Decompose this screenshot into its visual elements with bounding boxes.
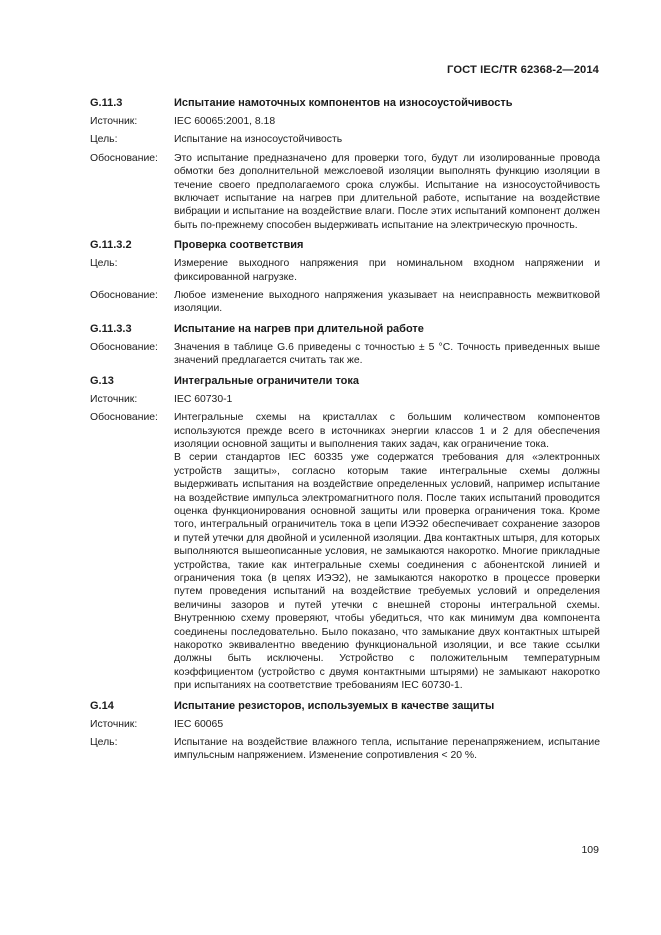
page-header-standard: ГОСТ IEC/TR 62368-2—2014 (447, 64, 599, 76)
field-value (174, 393, 600, 406)
paragraph: Измерение выходного напряжения при номинальном входном напряжении и фиксированной нагрузке. (174, 258, 600, 283)
paragraph: Это испытание предназначено для проверки того, будут ли изолированные провода обмотки без дополнительной межслоевой изоляции выполнять функцию изоляции в течение своего предполагаемого срока службы. Испытание на износоустойчивость включает испытание на нагрев при длительной работе, испытание на воздействие вибрации и испытание на воздействие влаги. После этих испытаний компонент должен быть по-прежнему способен выдерживать испытание на электрическую прочность. (174, 152, 600, 231)
document-body (90, 96, 600, 769)
section-number: G.11.3.3 (90, 322, 132, 335)
field-value (174, 341, 600, 368)
field-label: Цель: (90, 737, 118, 749)
field-label: Обоснование: (90, 152, 158, 164)
section-number: G.11.3 (90, 97, 123, 109)
field-value (174, 718, 600, 731)
section-heading (90, 96, 600, 110)
field-label: Цель: (90, 134, 118, 146)
field-label: Источник: (90, 393, 138, 405)
field-label: Источник: (90, 718, 138, 730)
section-heading (90, 238, 600, 252)
paragraph: Значения в таблице G.6 приведены с точностью ± 5 °С. Точность приведенных выше значений предлагается считать так же. (174, 341, 600, 367)
field-value (174, 411, 600, 693)
field-row (90, 133, 600, 146)
field-value (174, 115, 600, 128)
field-label: Цель: (90, 258, 118, 270)
paragraph: IEC 60065 (174, 718, 224, 730)
section-title: Испытание намоточных компонентов на износоустойчивость (174, 97, 513, 109)
field-label: Обоснование: (90, 341, 158, 353)
paragraph: Любое изменение выходного напряжения указывает на неисправность межвитковой изоляции. (174, 290, 600, 315)
section-heading (90, 699, 600, 713)
field-value (174, 133, 600, 146)
section-g-13 (90, 374, 600, 693)
field-row (90, 718, 600, 731)
section-g-11-3-2 (90, 238, 600, 316)
field-row (90, 411, 600, 693)
field-row (90, 257, 600, 284)
paragraph: IEC 60730-1 (174, 393, 233, 405)
page-number: 109 (581, 844, 599, 856)
field-value (174, 152, 600, 232)
section-title: Испытание резисторов, используемых в качестве защиты (174, 699, 495, 712)
field-value (174, 289, 600, 316)
section-number: G.11.3.2 (90, 239, 132, 252)
paragraph: Интегральные схемы на кристаллах с большим количеством компонентов используются прежде всего в источниках энергии классов 1 и 2 для обеспечения изоляции основной защиты и выполнения таких задач, как ограничение тока. (174, 412, 600, 450)
field-label: Источник: (90, 116, 138, 127)
field-row (90, 152, 600, 232)
section-number: G.14 (90, 699, 114, 712)
field-label: Обоснование: (90, 412, 158, 424)
paragraph: Испытание на износоустойчивость (174, 134, 343, 146)
field-row (90, 393, 600, 406)
section-title: Испытание на нагрев при длительной работе (174, 322, 424, 335)
field-row (90, 341, 600, 368)
field-value (174, 736, 600, 763)
field-row (90, 115, 600, 128)
section-heading (90, 322, 600, 336)
section-g-11-3 (90, 96, 600, 232)
paragraph: Испытание на воздействие влажного тепла, испытание перенапряжением, испытание импульсным напряжением. Изменение сопротивления < 20 %. (174, 737, 600, 762)
field-row (90, 736, 600, 763)
section-heading (90, 374, 600, 388)
field-value (174, 257, 600, 284)
paragraph: В серии стандартов IEC 60335 уже содержатся требования для «электронных устройств защиты», согласно которым такие интегральные схемы должны выдерживать испытания на воздействие определенных условий, например испытание на воздействие импульса электромагнитного поля. После таких испытаний проводится оценка функционирования основной защиты или проверка ограничения тока. Кроме того, интегральный ограничитель тока в цепи ИЭЭ2 обеспечивает сохранение зазоров и путей утечки для двойной и усиленной изоляции. Два контактных штыря, для которых выполняются вышеописанные условия, не замыкаются накоротко. Многие прикладные устройства, такие как интегральные схемы соединения с абонентской линией и ограничения тока (в цепях ИЭЭ2), не замыкаются накоротко в процессе проверки путем проведения испытаний на воздействие требуемых условий и определения величины зазоров и путей утечки с внешней стороны интегральной схемы. Внутреннюю схему проверяют, чтобы убедиться, что как минимум два компонента соединены последовательно. Было показано, что замыкание двух контактных штырей накоротко эквивалентно введению функциональной изоляции, и все такие ссылки должны быть исключены. Устройство с положительным температурным коэффициентом (устройство с двумя контактными штырями) не замыкают накоротко при испытаниях на соответствие требованиям IEC 60730-1. (174, 452, 600, 692)
section-title: Проверка соответствия (174, 239, 304, 252)
section-g-11-3-3 (90, 322, 600, 368)
section-title: Интегральные ограничители тока (174, 374, 360, 387)
paragraph: IEC 60065:2001, 8.18 (174, 116, 276, 127)
field-label: Обоснование: (90, 290, 158, 302)
section-g-14 (90, 699, 600, 763)
field-row (90, 289, 600, 316)
section-number: G.13 (90, 374, 114, 387)
